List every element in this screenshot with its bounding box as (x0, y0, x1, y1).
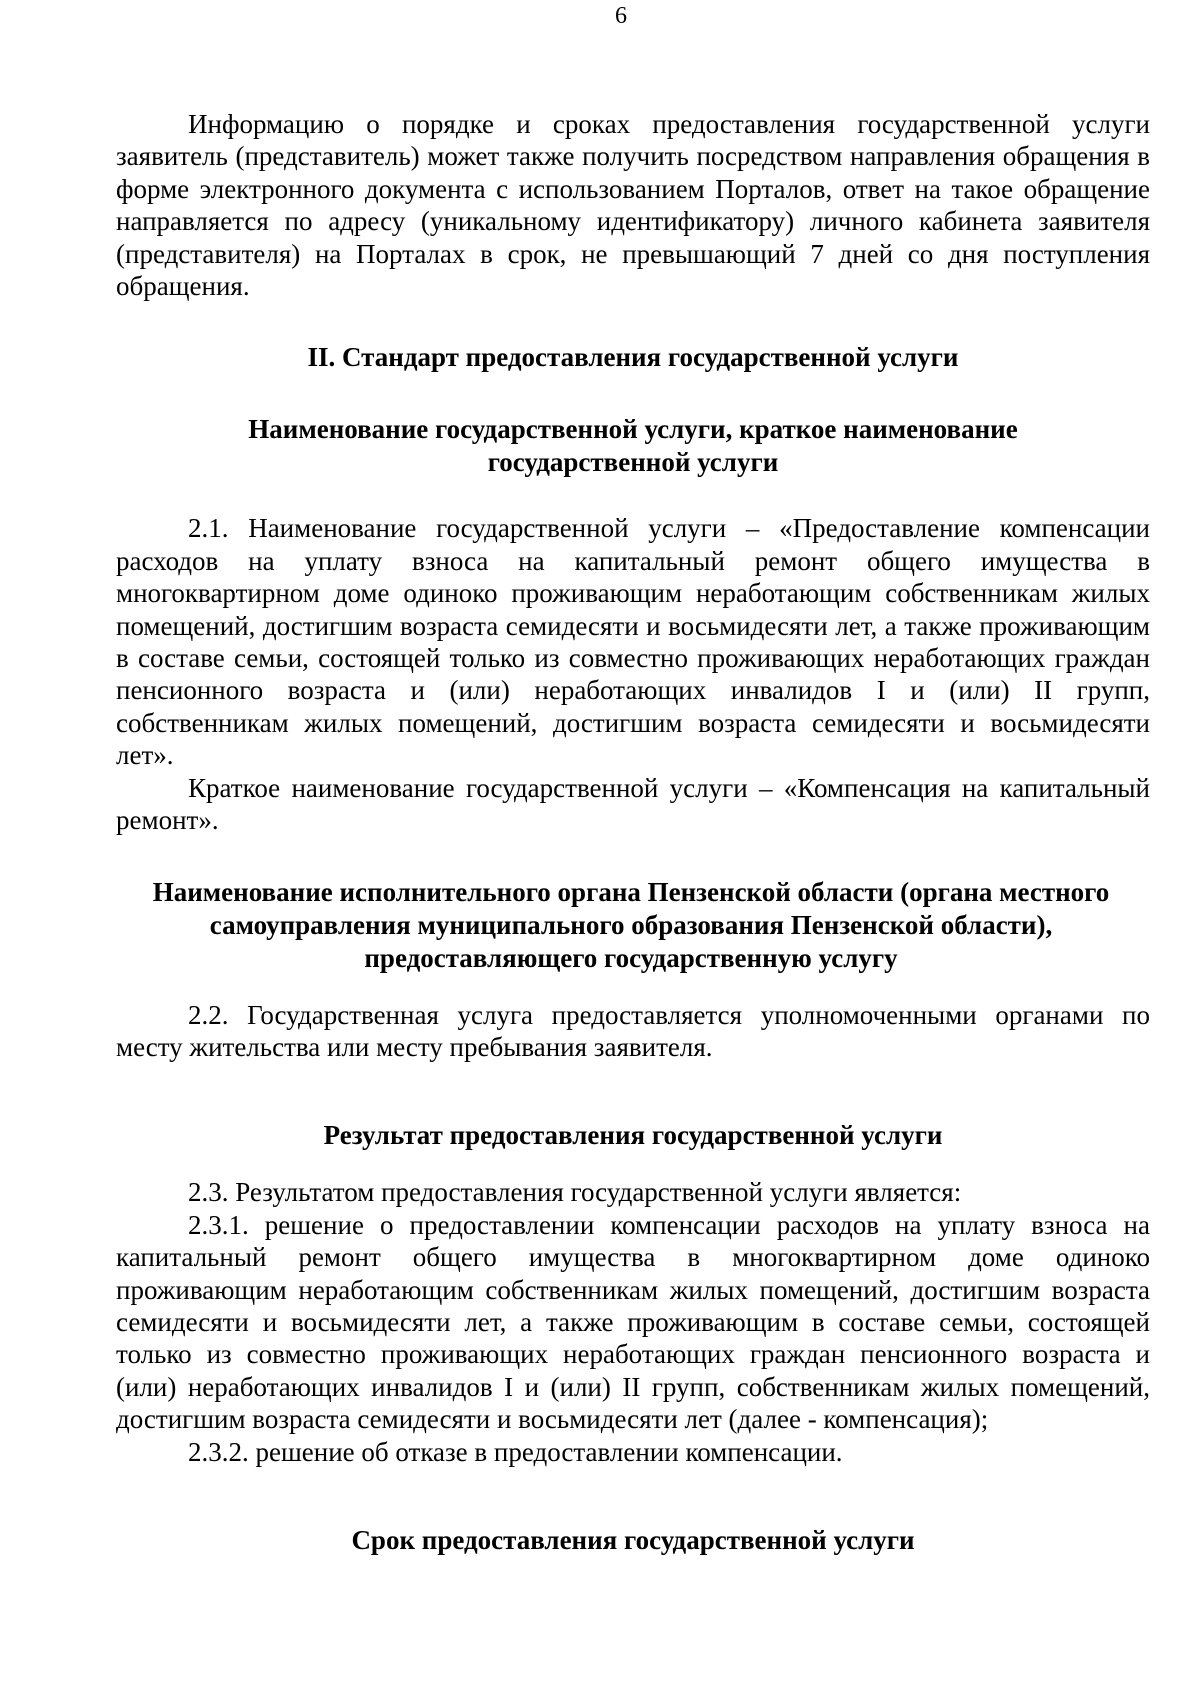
paragraph-2-1: 2.1. Наименование государственной услуги – «Предоставление компенсации расходов на уплату взноса на капитальный ремонт общего имущества в многоквартирном доме одиноко проживающим неработающим собственникам жилых помещений, достигшим возраста семидесяти и восьмидесяти лет, а также проживающим в составе семьи, состоящей только из совместно проживающих неработающих граждан пенсионного возраста и (или) неработающих инвалидов I и (или) II групп, собственникам жилых помещений, достигшим возраста семидесяти и восьмидесяти лет». (116, 513, 1150, 771)
subsection-name-title: Наименование государственной услуги, краткое наименование государственной услуги (248, 414, 1018, 478)
page-number: 6 (615, 3, 627, 29)
section-title: II. Стандарт предоставления государственной услуги (307, 342, 959, 373)
subsection-organ-title: Наименование исполнительного органа Пензенской области (органа местного самоуправления муниципального образования Пензенской области), предоставляющего государственную услугу (152, 876, 1110, 973)
paragraph-short-name: Краткое наименование государственной услуги – «Компенсация на капитальный ремонт». (116, 772, 1150, 836)
paragraph-2-2: 2.2. Государственная услуга предоставляется уполномоченными органами по месту жительства или месту пребывания заявителя. (116, 999, 1150, 1062)
document-body (116, 108, 1150, 1557)
paragraph-2-3: 2.3. Результатом предоставления государственной услуги является: (188, 1177, 962, 1208)
paragraph-2-3-2: 2.3.2. решение об отказе в предоставлении компенсации. (188, 1436, 843, 1467)
intro-paragraph: Информацию о порядке и сроках предоставления государственной услуги заявитель (представитель) может также получить посредством направления обращения в форме электронного документа с использованием Порталов, ответ на такое обращение направляется по адресу (уникальному идентификатору) личного кабинета заявителя (представителя) на Порталах в срок, не превышающий 7 дней со дня поступления обращения. (116, 109, 1150, 302)
subsection-result-title: Результат предоставления государственной услуги (323, 1120, 943, 1151)
paragraph-2-3-1: 2.3.1. решение о предоставлении компенсации расходов на уплату взноса на капитальный ремонт общего имущества в многоквартирном доме одиноко проживающим неработающим собственникам жилых помещений, достигшим возраста семидесяти и восьмидесяти лет, а также проживающим в составе семьи, состоящей только из совместно проживающих неработающих граждан пенсионного возраста и (или) неработающих инвалидов I и (или) II групп, собственникам жилых помещений, достигшим возраста семидесяти и восьмидесяти лет (далее - компенсация); (116, 1209, 1150, 1435)
subsection-term-title: Срок предоставления государственной услуги (351, 1524, 915, 1555)
